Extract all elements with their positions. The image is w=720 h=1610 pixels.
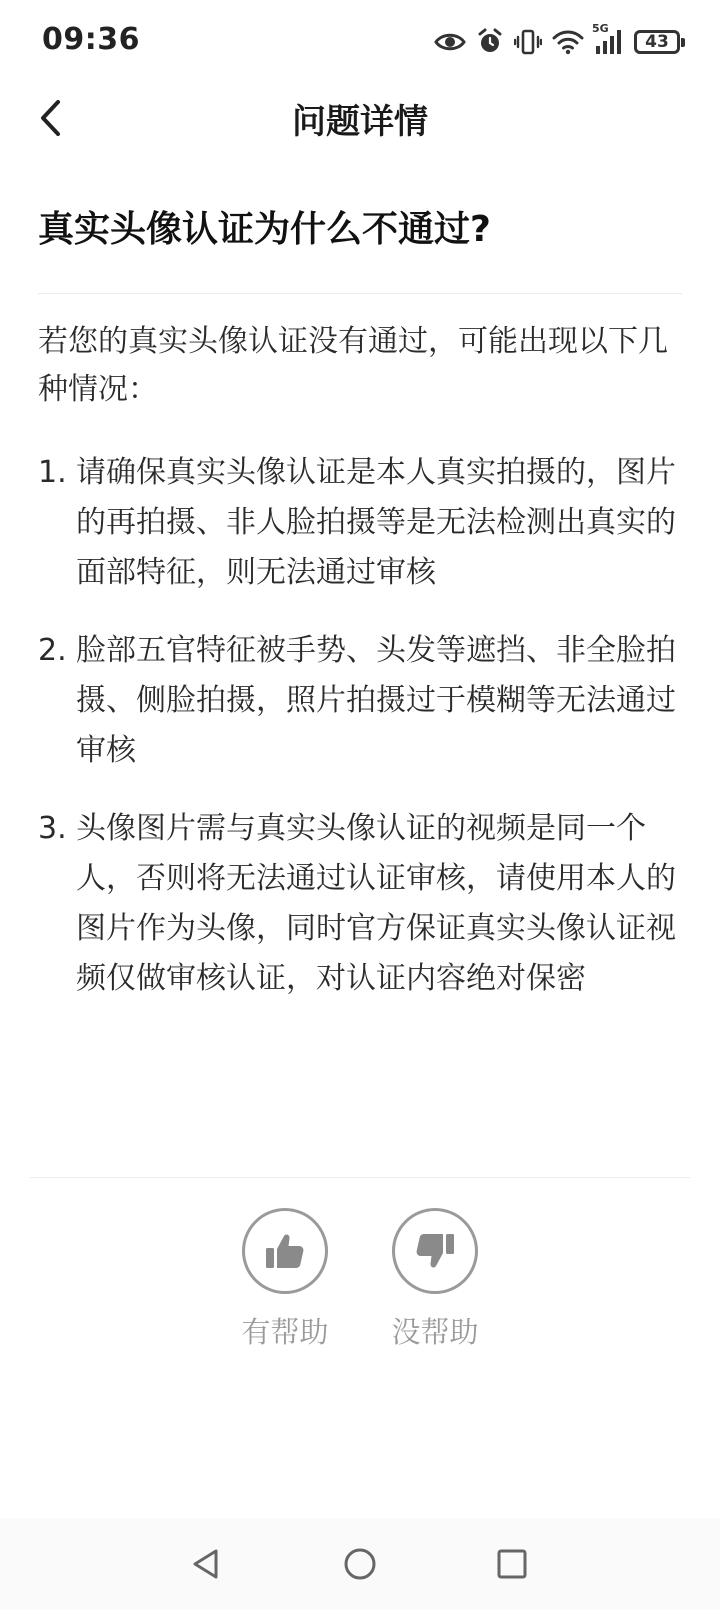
helpful-button[interactable] <box>235 1208 335 1351</box>
nav-recent-button[interactable] <box>488 1540 536 1588</box>
thumbs-up-icon <box>263 1229 307 1273</box>
list-item-number: 1. <box>38 455 67 490</box>
divider <box>30 1177 690 1178</box>
not-helpful-label: 没帮助 <box>391 1315 479 1349</box>
list-item-number: 3. <box>38 811 67 846</box>
intro-text: 若您的真实头像认证没有通过，可能出现以下几种情况： <box>38 324 668 407</box>
not-helpful-circle <box>392 1208 478 1294</box>
page-title: 问题详情 <box>292 102 428 142</box>
circle-home-icon <box>342 1546 378 1582</box>
square-recents-icon <box>494 1546 530 1582</box>
list-item-text: 脸部五官特征被手势、头发等遮挡、非全脸拍摄、侧脸拍摄，照片拍摄过于模糊等无法通过审核 <box>76 633 676 768</box>
list-item <box>38 448 688 598</box>
network-type: 5G <box>592 22 609 35</box>
list-item-text: 头像图片需与真实头像认证的视频是同一个人，否则将无法通过认证审核，请使用本人的图片作为头像，同时官方保证真实头像认证视频仅做审核认证，对认证内容绝对保密 <box>76 811 676 996</box>
list-item-number: 2. <box>38 633 67 668</box>
triangle-back-icon <box>188 1546 224 1582</box>
not-helpful-button[interactable] <box>385 1208 485 1351</box>
list-item <box>38 626 688 776</box>
wifi-icon <box>552 29 584 55</box>
nav-home-button[interactable] <box>336 1540 384 1588</box>
navigation-bar <box>0 1518 720 1610</box>
question-title: 真实头像认证为什么不通过? <box>38 209 491 250</box>
header <box>0 84 720 150</box>
nav-back-button[interactable] <box>182 1540 230 1588</box>
alarm-icon <box>476 28 504 56</box>
eye-icon <box>434 31 466 53</box>
battery-level: 43 <box>645 31 669 52</box>
divider <box>38 293 682 294</box>
reason-list <box>38 448 688 1032</box>
status-icons <box>434 24 680 60</box>
list-item <box>38 804 688 1004</box>
signal-icon <box>592 22 624 56</box>
battery-icon <box>634 30 680 54</box>
status-bar <box>0 0 720 84</box>
vibrate-icon <box>514 28 542 56</box>
helpful-label: 有帮助 <box>241 1315 329 1349</box>
list-item-text: 请确保真实头像认证是本人真实拍摄的，图片的再拍摄、非人脸拍摄等是无法检测出真实的面部特征，则无法通过审核 <box>76 455 676 590</box>
thumbs-down-icon <box>413 1229 457 1273</box>
helpful-circle <box>242 1208 328 1294</box>
status-time: 09:36 <box>42 22 140 57</box>
